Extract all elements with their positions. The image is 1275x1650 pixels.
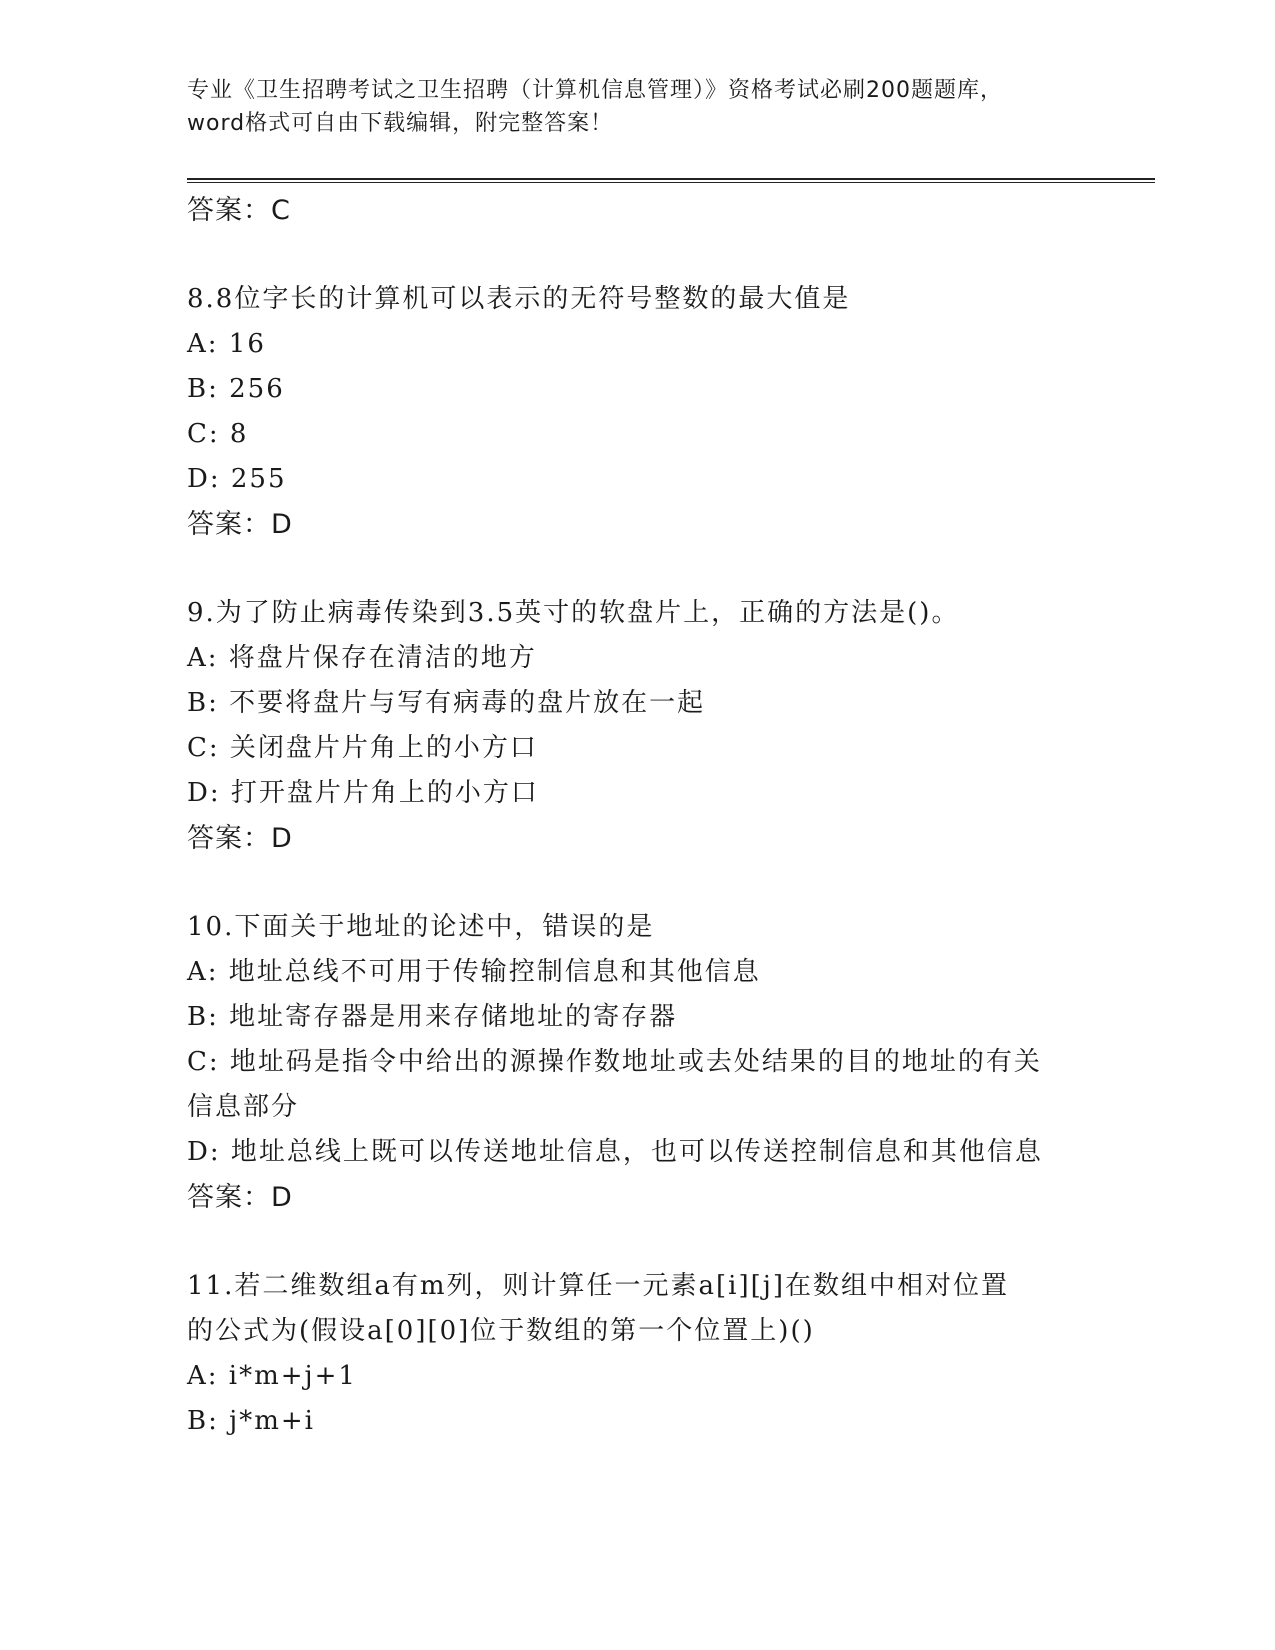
header-line-1: 专业《卫生招聘考试之卫生招聘（计算机信息管理）》资格考试必刷200题题库， [187, 78, 1003, 103]
spacer [187, 233, 1087, 277]
spacer [187, 1220, 1087, 1264]
option-c-continued: 信息部分 [187, 1092, 300, 1122]
document-body [187, 188, 1087, 1444]
spacer [187, 547, 1087, 591]
question-text: 8.8位字长的计算机可以表示的无符号整数的最大值是 [187, 284, 851, 314]
option-b: B: 256 [187, 374, 285, 404]
option-a: A: 16 [187, 329, 266, 359]
option-a: A: 地址总线不可用于传输控制信息和其他信息 [187, 957, 761, 987]
header-divider [187, 178, 1155, 183]
option-b: B: 不要将盘片与写有病毒的盘片放在一起 [187, 688, 706, 718]
question-8 [187, 277, 1087, 547]
answer-previous: 答案：C [187, 195, 291, 226]
answer: 答案：D [187, 509, 293, 540]
option-b: B: 地址寄存器是用来存储地址的寄存器 [187, 1002, 678, 1032]
option-d: D: 255 [187, 464, 287, 494]
document-header [187, 74, 1087, 140]
option-d: D: 地址总线上既可以传送地址信息，也可以传送控制信息和其他信息 [187, 1137, 1043, 1167]
option-a: A: i*m+j+1 [187, 1361, 357, 1391]
answer: 答案：D [187, 823, 293, 854]
option-b: B: j*m+i [187, 1406, 315, 1436]
question-text-line-1: 11.若二维数组a有m列，则计算任一元素a[i][j]在数组中相对位置 [187, 1271, 1009, 1301]
option-c: C: 8 [187, 419, 249, 449]
header-line-2: word格式可自由下载编辑，附完整答案！ [187, 111, 614, 136]
option-c: C: 地址码是指令中给出的源操作数地址或去处结果的目的地址的有关 [187, 1047, 1042, 1077]
option-c: C: 关闭盘片片角上的小方口 [187, 733, 538, 763]
question-text: 9.为了防止病毒传染到3.5英寸的软盘片上，正确的方法是()。 [187, 598, 960, 628]
question-text: 10.下面关于地址的论述中，错误的是 [187, 912, 655, 942]
question-text-line-2: 的公式为(假设a[0][0]位于数组的第一个位置上)() [187, 1316, 815, 1346]
question-11 [187, 1264, 1087, 1444]
option-a: A: 将盘片保存在清洁的地方 [187, 643, 537, 673]
option-d: D: 打开盘片片角上的小方口 [187, 778, 539, 808]
question-9 [187, 591, 1087, 861]
question-10 [187, 905, 1087, 1220]
spacer [187, 861, 1087, 905]
answer: 答案：D [187, 1182, 293, 1213]
